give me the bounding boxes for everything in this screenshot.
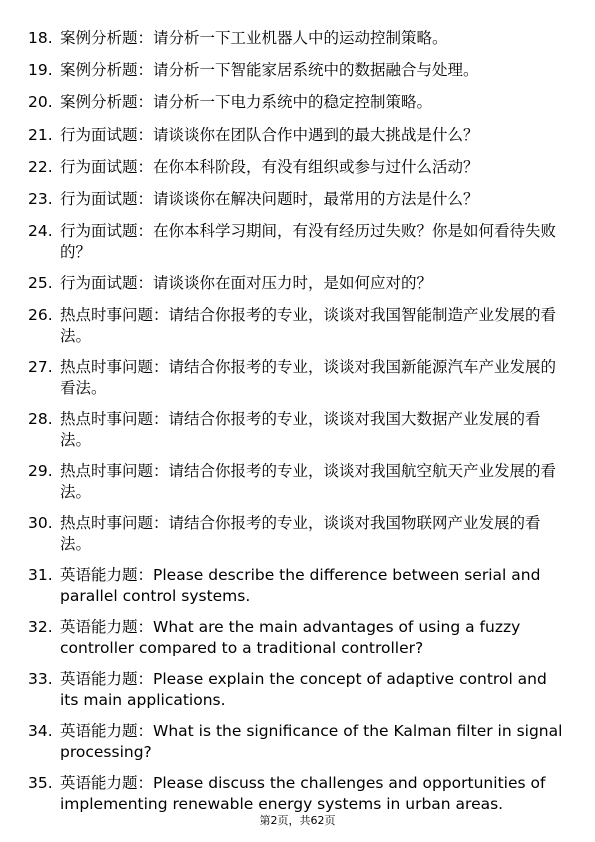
question-item [28,565,568,607]
question-number: 28. [28,410,53,429]
question-item [28,125,568,146]
question-text: 英语能力题：Please discuss the challenges and opportunities of implementing renewable energy systems in urban areas. [60,774,546,814]
question-number: 34. [28,722,53,741]
question-number: 18. [28,29,53,47]
question-item [28,513,568,555]
question-text: 热点时事问题：请结合你报考的专业，谈谈对我国大数据产业发展的看法。 [60,410,541,450]
question-number: 19. [28,61,53,80]
question-item [28,28,568,49]
page-number-footer: 第2页，共62页 [259,814,336,827]
question-number: 32. [28,618,53,637]
question-item [28,273,568,294]
question-number: 26. [28,306,53,325]
question-text: 热点时事问题：请结合你报考的专业，谈谈对我国新能源汽车产业发展的看法。 [60,358,557,398]
question-number: 35. [28,774,53,793]
question-text: 英语能力题：Please explain the concept of adaptive control and its main applications. [60,670,547,710]
question-item [28,461,568,503]
question-number: 23. [28,189,53,208]
question-item [28,60,568,81]
question-item [28,92,568,113]
question-number: 21. [28,125,53,144]
question-item [28,305,568,347]
question-text: 行为面试题：请谈谈你在解决问题时，最常用的方法是什么？ [60,189,479,208]
question-text: 英语能力题：Please describe the difference between serial and parallel control systems. [60,566,541,606]
question-item [28,189,568,210]
question-number: 29. [28,462,53,481]
question-text: 热点时事问题：请结合你报考的专业，谈谈对我国物联网产业发展的看法。 [60,514,541,554]
question-number: 24. [28,222,53,241]
question-number: 33. [28,670,53,689]
question-number: 25. [28,274,53,293]
question-item [28,409,568,451]
question-number: 22. [28,157,53,176]
question-text: 热点时事问题：请结合你报考的专业，谈谈对我国智能制造产业发展的看法。 [60,306,557,346]
question-number: 30. [28,514,53,533]
question-item [28,357,568,399]
question-text: 案例分析题：请分析一下电力系统中的稳定控制策略。 [60,93,433,112]
question-item [28,157,568,178]
question-number: 31. [28,566,53,585]
question-text: 热点时事问题：请结合你报考的专业，谈谈对我国航空航天产业发展的看法。 [60,462,557,502]
question-text: 案例分析题：请分析一下智能家居系统中的数据融合与处理。 [60,61,479,80]
question-number: 27. [28,358,53,377]
question-text: 英语能力题：What are the main advantages of using a fuzzy controller compared to a traditional controller? [60,618,521,658]
question-number: 20. [28,93,53,112]
question-item [28,669,568,711]
question-list [28,28,568,825]
question-text: 行为面试题：请谈谈你在面对压力时，是如何应对的？ [60,274,433,293]
question-text: 行为面试题：请谈谈你在团队合作中遇到的最大挑战是什么？ [60,125,479,144]
question-item [28,617,568,659]
question-text: 案例分析题：请分析一下工业机器人中的运动控制策略。 [60,29,448,47]
question-item [28,721,568,763]
question-item [28,773,568,815]
question-text: 行为面试题：在你本科学习期间，有没有经历过失败？你是如何看待失败的？ [60,222,557,262]
question-item [28,221,568,263]
question-text: 行为面试题：在你本科阶段，有没有组织或参与过什么活动？ [60,157,479,176]
question-text: 英语能力题：What is the significance of the Kalman filter in signal processing? [60,722,563,762]
